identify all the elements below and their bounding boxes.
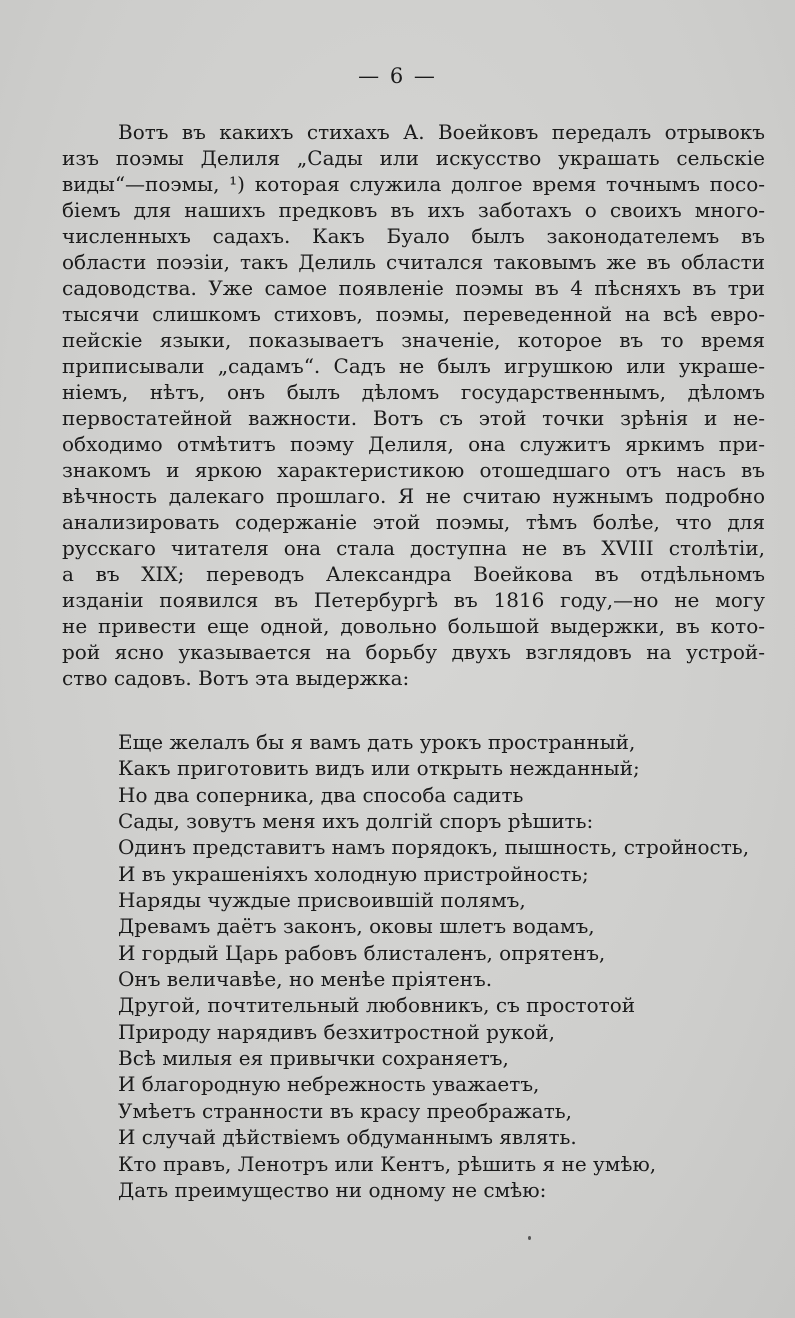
verse-quotation — [118, 729, 778, 1203]
page-number: — 6 — — [358, 64, 437, 88]
prose-line: вѣчность далекаго прошлаго. Я не считаю нужнымъ подробно — [62, 484, 765, 508]
prose-line: біемъ для нашихъ предковъ въ ихъ заботахъ о своихъ много- — [62, 198, 765, 222]
prose-line: садоводства. Уже самое появленіе поэмы въ 4 пѣсняхъ въ три — [62, 276, 765, 300]
prose-line: Вотъ въ какихъ стихахъ А. Воейковъ передалъ отрывокъ — [118, 120, 765, 144]
prose-paragraph — [62, 119, 765, 691]
prose-line: рой ясно указывается на борьбу двухъ взглядовъ на устрой- — [62, 640, 765, 664]
verse-line: Наряды чуждые присвоившій полямъ, — [118, 888, 526, 913]
verse-line: Другой, почтительный любовникъ, съ простотой — [118, 993, 636, 1018]
verse-line: И гордый Царь рабовъ блисталенъ, опрятенъ, — [118, 940, 606, 965]
verse-line: Дать преимущество ни одному не смѣю: — [118, 1177, 547, 1202]
verse-line: Древамъ даётъ законъ, оковы шлетъ водамъ, — [118, 914, 595, 939]
verse-line: И благородную небрежность уважаетъ, — [118, 1072, 540, 1097]
prose-line: первостатейной важности. Вотъ съ этой точки зрѣнія и не- — [62, 406, 765, 430]
prose-line: ство садовъ. Вотъ эта выдержка: — [62, 666, 410, 690]
prose-line: анализировать содержаніе этой поэмы, тѣмъ болѣе, что для — [62, 510, 765, 534]
prose-line: не привести еще одной, довольно большой выдержки, въ кото- — [62, 614, 765, 638]
verse-line: И случай дѣйствіемъ обдуманнымъ являть. — [118, 1125, 577, 1150]
prose-line: виды“—поэмы, ¹) которая служила долгое время точнымъ посо- — [62, 172, 765, 196]
prose-line: области поэзіи, такъ Делиль считался таковымъ же въ области — [62, 250, 765, 274]
prose-line: изъ поэмы Делиля „Сады или искусство украшать сельскіе — [62, 146, 765, 170]
verse-line: Еще желалъ бы я вамъ дать урокъ пространный, — [118, 730, 636, 754]
verse-line: Онъ величавѣе, но менѣе пріятенъ. — [118, 967, 493, 992]
verse-line: И въ украшеніяхъ холодную пристройность; — [118, 861, 589, 886]
verse-line: Всѣ милыя ея привычки сохраняетъ, — [118, 1046, 509, 1071]
verse-line: Но два соперника, два способа садить — [118, 782, 524, 807]
verse-line: Одинъ представитъ намъ порядокъ, пышность, стройность, — [118, 835, 750, 860]
prose-line: русскаго читателя она стала доступна не въ XVIII столѣтіи, — [62, 536, 765, 560]
prose-line: пейскіе языки, показываетъ значеніе, которое въ то время — [62, 328, 765, 352]
verse-line: Кто правъ, Ленотръ или Кентъ, рѣшить я не умѣю, — [118, 1151, 657, 1176]
prose-line: а въ XIX; переводъ Александра Воейкова въ отдѣльномъ — [62, 562, 765, 586]
prose-line: численныхъ садахъ. Какъ Буало былъ законодателемъ въ — [62, 224, 765, 248]
prose-line: приписывали „садамъ“. Садъ не былъ игрушкою или украше- — [62, 354, 765, 378]
prose-line: обходимо отмѣтитъ поэму Делиля, она служитъ яркимъ при- — [62, 432, 765, 456]
verse-line: Сады, зовутъ меня ихъ долгій споръ рѣшить: — [118, 809, 594, 834]
verse-line: Умѣетъ странности въ красу преображать, — [118, 1098, 573, 1123]
prose-line: ніемъ, нѣтъ, онъ былъ дѣломъ государственнымъ, дѣломъ — [62, 380, 765, 404]
prose-line: знакомъ и яркою характеристикою отошедшаго отъ насъ въ — [62, 458, 765, 482]
verse-line: Какъ приготовить видъ или открыть нежданный; — [118, 756, 640, 781]
paper-speck — [528, 1236, 531, 1240]
verse-line: Природу нарядивъ безхитростной рукой, — [118, 1019, 555, 1044]
prose-line: изданіи появился въ Петербургѣ въ 1816 году,—но не могу — [62, 588, 765, 612]
prose-line: тысячи слишкомъ стиховъ, поэмы, переведенной на всѣ евро- — [62, 302, 765, 326]
